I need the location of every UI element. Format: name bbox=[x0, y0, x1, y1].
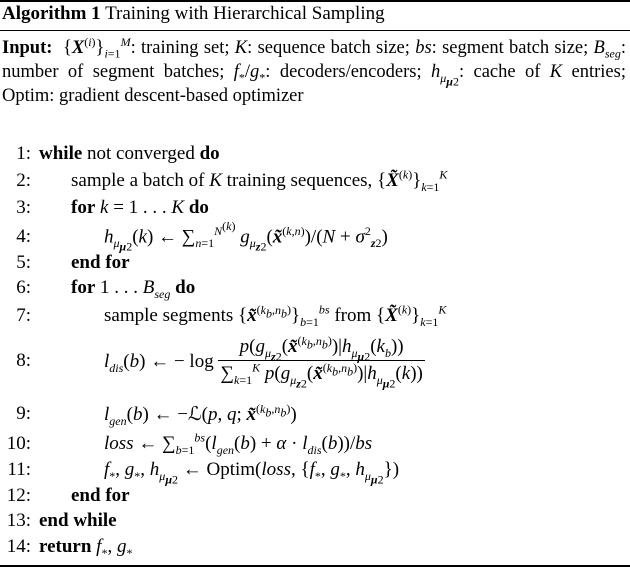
line-code bbox=[39, 143, 220, 165]
algorithm-number: Algorithm 1 bbox=[2, 3, 101, 24]
line-number: 13: bbox=[6, 510, 31, 531]
line-code: $l_{gen}(b)$ ← −ℒ(p, q; x̃$^{(k_b,n_b)}$) bbox=[104, 401, 297, 428]
keyword-end-for: end for bbox=[71, 485, 130, 506]
input-description bbox=[2, 36, 626, 108]
keyword-return: return bbox=[39, 536, 92, 557]
keyword-end-while: end while bbox=[39, 510, 117, 531]
line-code: return $f_*$, $g_*$ bbox=[39, 536, 133, 560]
keyword-do: do bbox=[199, 143, 220, 164]
line-number: 2: bbox=[16, 170, 31, 191]
line-number: 5: bbox=[16, 252, 31, 273]
line-number: 4: bbox=[16, 226, 31, 247]
line-code: for 1 . . . $B_{seg}$ do bbox=[71, 277, 196, 301]
keyword-for: for bbox=[71, 277, 96, 298]
line-number: 10: bbox=[6, 433, 31, 454]
keyword-for: for bbox=[71, 197, 96, 218]
line-number: 6: bbox=[16, 277, 31, 298]
keyword-do: do bbox=[175, 277, 196, 298]
line-number: 1: bbox=[16, 143, 31, 164]
line-code: sample a batch of K training sequences, $\{X̃^{(k)}\}_{k=1}^K$ bbox=[71, 167, 448, 194]
bottom-rule bbox=[0, 565, 630, 567]
line-code: for k = 1 . . . K do bbox=[71, 197, 209, 218]
line-code: $f_*$, $g_*$, $h_{\mu_{\mu 2}}$ ← Optim(loss, {$f_*$, $g_*$, $h_{\mu_{\mu 2}}$}) bbox=[104, 459, 400, 487]
line-number: 7: bbox=[16, 305, 31, 326]
algorithm-title: Training with Hierarchical Sampling bbox=[105, 3, 385, 24]
line-code: $l_{dis}(b)$ ← − log $\frac{p(g_{\mu_{z2}}(x̃^{(k_b,n_b)})|h_{\mu_{\mu 2}}(k_b))}{\sum_{k=1}^K p(g_{\mu_{z2}}(x̃^{(k_b,n_b)})|h_{\mu_{\mu 2}}(k))}$ bbox=[104, 333, 423, 391]
input-label: Input: bbox=[2, 38, 53, 58]
line-number: 14: bbox=[6, 536, 31, 557]
line-number: 12: bbox=[6, 485, 31, 506]
keyword-end-for: end for bbox=[71, 252, 130, 273]
line-number: 9: bbox=[16, 403, 31, 424]
line-number: 3: bbox=[16, 197, 31, 218]
line-code: loss ← $\sum_{b=1}^{bs}(l_{gen}(b) + \alpha \cdot l_{dis}(b))/bs$ bbox=[104, 430, 373, 457]
keyword-do: do bbox=[188, 197, 209, 218]
condition: not converged bbox=[82, 143, 200, 164]
line-code: sample segments $\{x̃^{(k_b,n_b)}\}_{b=1}^{bs}$ from $\{X̃^{(k)}\}_{k=1}^K$ bbox=[104, 302, 447, 329]
input-text: $\{X^{(i)}\}_{i=1}^M$: training set; K: sequence batch size; bs: segment batch size; $B_{seg}$: number of segment batches; $f_*/g_*$: decoders/encoders; $h_{\mu_{\mu 2}}$: cache of K entries; Optim: gradient descent-based optimizer bbox=[2, 34, 626, 106]
caption-rule bbox=[0, 30, 630, 31]
top-rule bbox=[0, 0, 630, 2]
line-code: $h_{\mu_{\mu 2}}(k)$ ← $\sum_{n=1}^{N^{(k)}}$ $g_{\mu_{z2}}(x̃^{(k,n)})/(N + \sigma^2_{z2})$ bbox=[104, 219, 388, 254]
line-number: 8: bbox=[16, 350, 31, 371]
algorithm-caption bbox=[2, 3, 385, 25]
line-number: 11: bbox=[7, 459, 31, 480]
keyword-while: while bbox=[39, 143, 83, 164]
fraction: $\frac{p(g_{\mu_{z2}}(x̃^{(k_b,n_b)})|h_{\mu_{\mu 2}}(k_b))}{\sum_{k=1}^K p(g_{\mu_{z2}}(x̃^{(k_b,n_b)})|h_{\mu_{\mu 2}}(k))}$ bbox=[220, 333, 423, 391]
